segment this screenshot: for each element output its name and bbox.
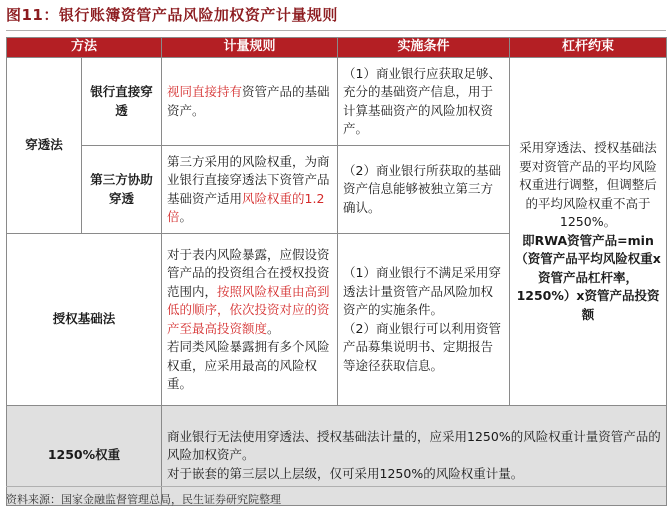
rules-table [6,37,667,506]
row-direct [7,58,667,146]
rule-direct: 视同直接持有资管产品的基础资产。 [162,58,338,146]
rule-third-party: 第三方采用的风险权重，为商业银行直接穿透法下资管产品基础资产适用风险权重的1.2倍。 [162,146,338,234]
leverage-formula: 即RWA资管产品=min（资管产品平均风险权重x资管产品杠杆率，1250%）x资管产品投资额 [515,232,661,322]
condition-direct: （1）商业银行应获取足够、充分的基础资产信息，用于计算基础资产的风险加权资产。 [338,58,510,146]
title-divider [6,30,666,31]
submethod-third-party: 第三方协助穿透 [82,146,162,234]
header-rule: 计量规则 [162,38,338,58]
header-method: 方法 [7,38,162,58]
rule-1250: 商业银行无法使用穿透法、授权基础法计量的，应采用1250%的风险权重计量资管产品的风险加权资产。 对于嵌套的第三层以上层级，仅可采用1250%的风险权重计量。 [162,406,667,506]
header-leverage: 杠杆约束 [510,38,667,58]
source-note: 资料来源：国家金融监督管理总局，民生证券研究院整理 [6,486,666,507]
condition-third-party: （2）商业银行所获取的基础资产信息能够被独立第三方确认。 [338,146,510,234]
leverage-text: 采用穿透法、授权基础法要对资管产品的平均风险权重进行调整，但调整后的平均风险权重不高于1250%。 [519,140,657,229]
figure-title: 图11：银行账簿资管产品风险加权资产计量规则 [6,6,338,24]
rule-mandate: 对于表内风险暴露，应假设资管产品的投资组合在授权投资范围内，按照风险权重由高到低的顺序，依次投资对应的资产至最高投资额度。 若同类风险暴露拥有多个风险权重，应采用最高的风险权重。 [162,234,338,406]
method-1250: 1250%权重 [7,406,162,506]
header-condition: 实施条件 [338,38,510,58]
leverage-constraint [510,58,667,406]
submethod-direct: 银行直接穿透 [82,58,162,146]
header-row [7,38,667,58]
method-penetration: 穿透法 [7,58,82,234]
condition-mandate: （1）商业银行不满足采用穿透法计量资管产品风险加权资产的实施条件。 （2）商业银行可以利用资管产品募集说明书、定期报告等途径获取信息。 [338,234,510,406]
method-mandate: 授权基础法 [7,234,162,406]
